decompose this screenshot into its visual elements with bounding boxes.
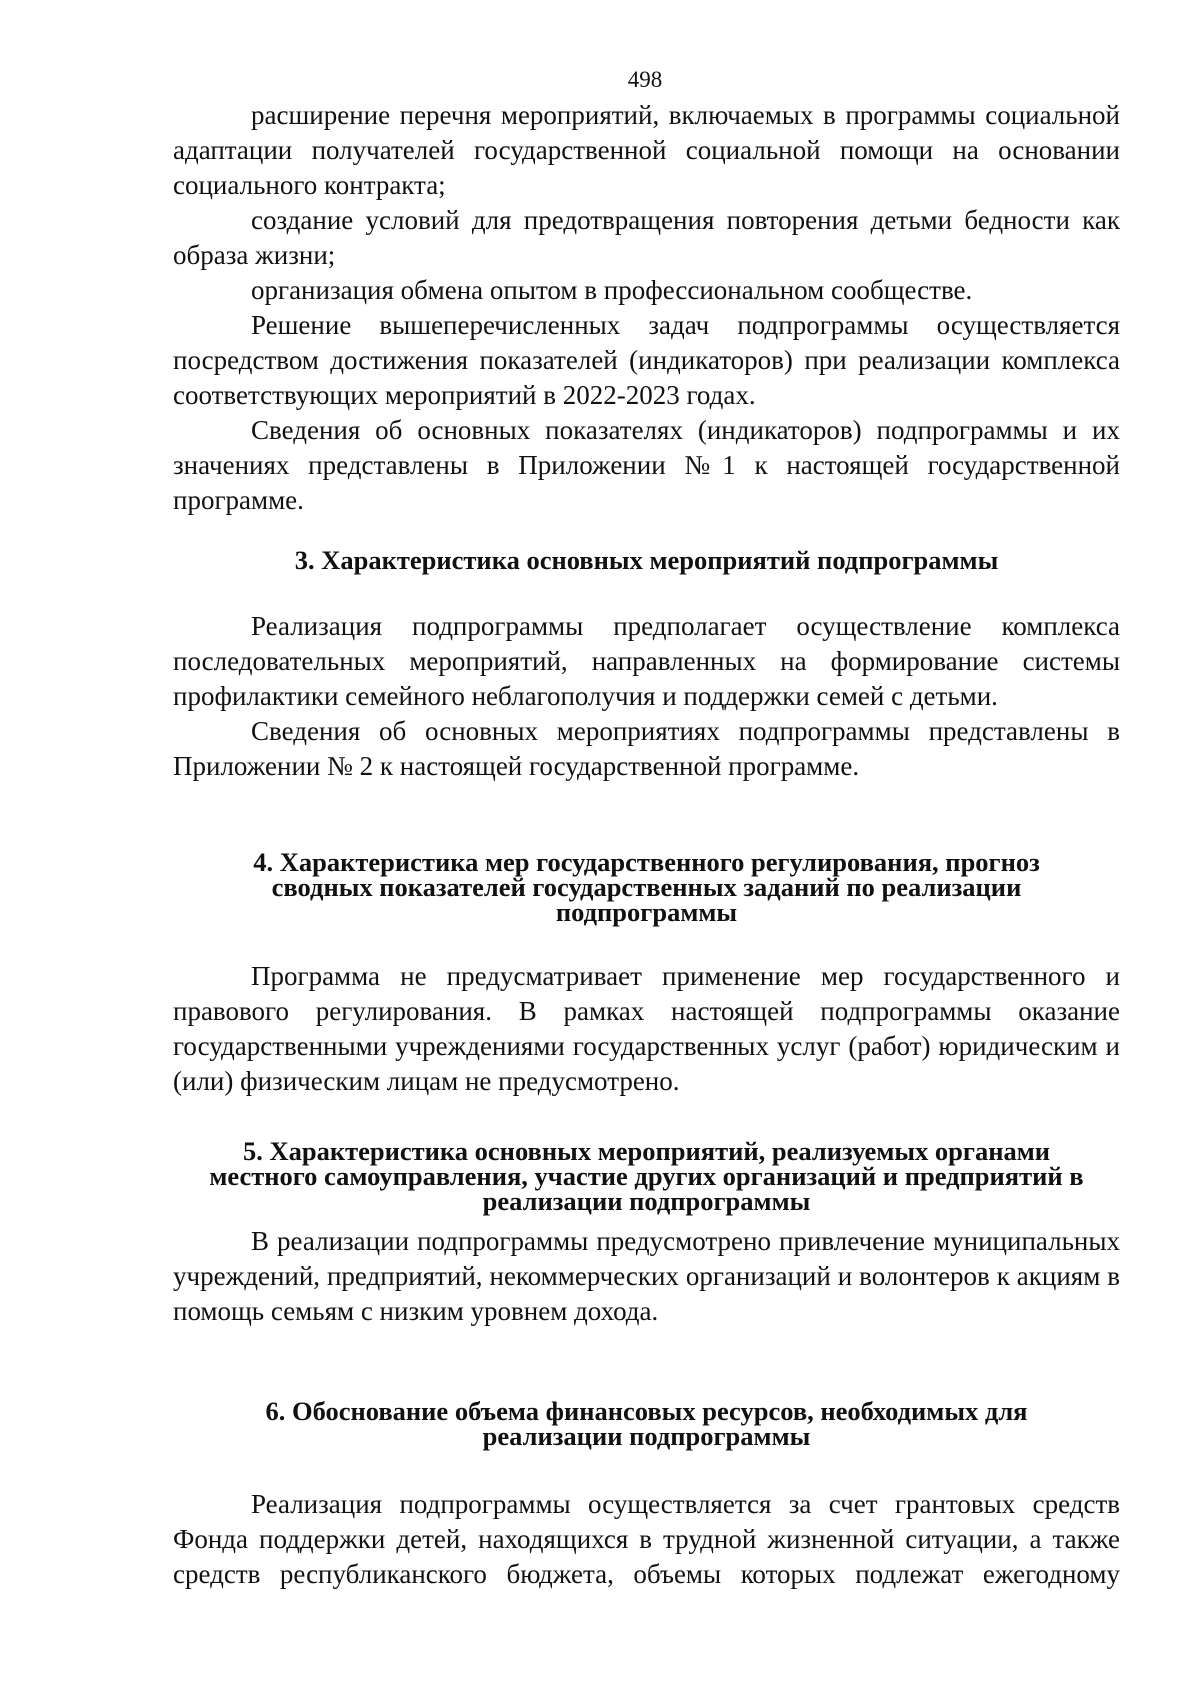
paragraph: В реализации подпрограммы предусмотрено привлечение муниципальных учреждений, предприятий, некоммерческих организаций и волонтеров к акциям в помощь семьям с низким уровнем дохода. bbox=[173, 1226, 1120, 1326]
heading-line: реализации подпрограммы bbox=[482, 1421, 811, 1451]
paragraph: Сведения об основных мероприятиях подпрограммы представлены в Приложении № 2 к настоящей государственной программе. bbox=[173, 716, 1120, 781]
section-3-heading: 3. Характеристика основных мероприятий подпрограммы bbox=[294, 545, 999, 575]
heading-line: 6. Обоснование объема финансовых ресурсов, необходимых для bbox=[265, 1396, 1028, 1426]
paragraph: Реализация подпрограммы осуществляется за счет грантовых средств Фонда поддержки детей, находящихся в трудной жизненной ситуации, а также средств республиканского бюджета, объемы которых подлежат ежегодному bbox=[173, 1489, 1120, 1589]
paragraph: Программа не предусматривает применение мер государственного и правового регулирования. В рамках настоящей подпрограммы оказание государственными учреждениями государственных услуг (работ) юридическим и (или) физическим лицам не предусмотрено. bbox=[173, 961, 1120, 1096]
paragraph: расширение перечня мероприятий, включаемых в программы социальной адаптации получателей государственной социальной помощи на основании социального контракта; bbox=[173, 100, 1120, 200]
heading-line: 4. Характеристика мер государственного регулирования, прогноз bbox=[253, 847, 1040, 877]
section-6-heading bbox=[173, 1396, 1120, 1451]
paragraph: создание условий для предотвращения повторения детьми бедности как образа жизни; bbox=[173, 205, 1120, 270]
paragraph: Сведения об основных показателях (индикаторов) подпрограммы и их значениях представлены в Приложении №1 к настоящей государственной программе. bbox=[173, 415, 1120, 515]
paragraph: организация обмена опытом в профессиональном сообществе. bbox=[251, 275, 973, 305]
heading-line: реализации подпрограммы bbox=[482, 1186, 811, 1216]
section-5-heading bbox=[173, 1136, 1120, 1216]
section-4-heading bbox=[173, 847, 1120, 927]
heading-line: сводных показателей государственных заданий по реализации bbox=[271, 872, 1022, 902]
heading-line: 5. Характеристика основных мероприятий, реализуемых органами bbox=[242, 1136, 1051, 1166]
paragraph: Решение вышеперечисленных задач подпрограммы осуществляется посредством достижения показателей (индикаторов) при реализации комплекса соответствующих мероприятий в 2022-2023 годах. bbox=[173, 310, 1120, 410]
heading-line: местного самоуправления, участие других организаций и предприятий в bbox=[209, 1161, 1084, 1191]
paragraph: Реализация подпрограммы предполагает осуществление комплекса последовательных мероприятий, направленных на формирование системы профилактики семейного неблагополучия и поддержки семей с детьми. bbox=[173, 611, 1120, 711]
heading-line: подпрограммы bbox=[555, 897, 738, 927]
page-number: 498 bbox=[627, 67, 663, 92]
document-body bbox=[173, 98, 1120, 1592]
